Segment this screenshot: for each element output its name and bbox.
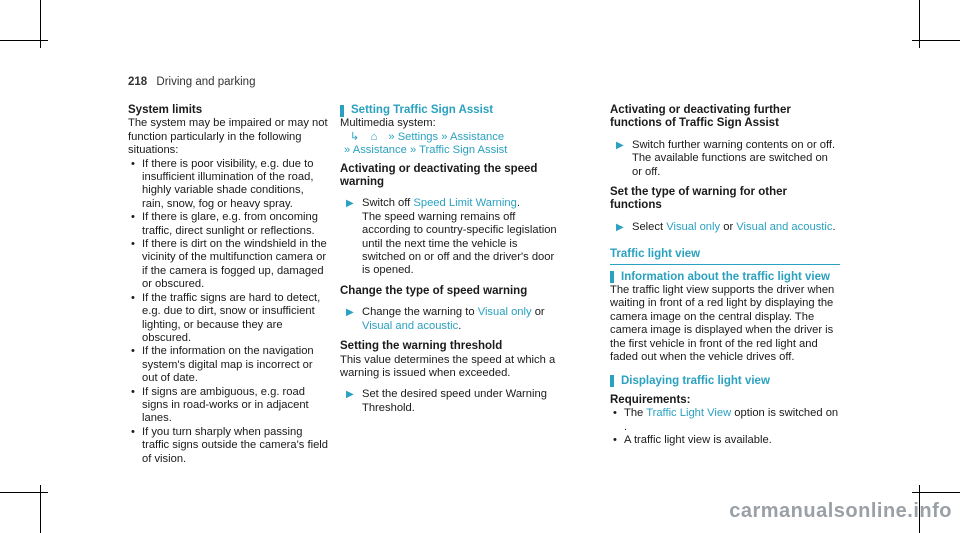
section-setting-tsa	[340, 104, 558, 117]
section-title-text: Displaying traffic light view	[621, 374, 770, 387]
step-arrow-icon: ▶	[346, 198, 354, 210]
section-bar	[610, 271, 614, 283]
step-text: .	[516, 197, 520, 210]
step-change-warning	[340, 306, 558, 333]
column-setting-tsa	[340, 104, 558, 415]
section-title-text: Setting Traffic Sign Assist	[351, 104, 494, 116]
chevron-icon: »	[344, 144, 351, 157]
heading-warning-threshold: Setting the warning threshold	[340, 340, 503, 353]
step-arrow-icon: ▶	[616, 221, 624, 233]
step-text: Change the warning to	[362, 306, 478, 319]
step-switch-off	[340, 197, 558, 277]
menu-settings[interactable]: Settings	[397, 130, 439, 143]
heading-traffic-light-view: Traffic light view	[610, 248, 840, 264]
menu-path-2	[340, 144, 558, 157]
column-further-functions	[610, 104, 840, 448]
option-visual-only[interactable]: Visual only	[477, 306, 532, 319]
section-bar	[340, 105, 344, 117]
menu-traffic-sign-assist[interactable]: Traffic Sign Assist	[419, 144, 508, 157]
req-text: option is switched on .	[624, 407, 839, 433]
list-item: • A traffic light view is available.	[610, 434, 840, 447]
menu-assistance[interactable]: Assistance	[449, 130, 505, 143]
step-text: Set the desired speed under Warning Threshold.	[362, 388, 547, 414]
limits-list	[128, 158, 328, 466]
list-item	[610, 407, 840, 434]
section-title: Driving and parking	[156, 76, 256, 88]
step-select-type	[610, 221, 840, 234]
list-item: • If the information on the navigation system's digital map is incorrect or out of date.	[128, 345, 328, 385]
step-text: Select	[632, 220, 667, 233]
step-arrow-icon: ▶	[346, 307, 354, 319]
menu-assistance-2[interactable]: Assistance	[352, 144, 407, 157]
heading-type-other: Set the type of warning for other functions	[610, 186, 787, 212]
section-displaying	[610, 375, 840, 388]
column-system-limits	[128, 104, 328, 466]
page-header	[128, 76, 255, 88]
crop-mark	[912, 40, 960, 41]
step-text: or	[720, 220, 737, 233]
list-item: • If you turn sharply when passing traffic signs outside the camera's field of vision.	[128, 426, 328, 466]
option-visual-only[interactable]: Visual only	[666, 220, 721, 233]
option-visual-acoustic[interactable]: Visual and acoustic	[362, 319, 459, 332]
crop-mark	[0, 40, 48, 41]
step-switch-further	[610, 139, 840, 179]
step-arrow-icon: ▶	[346, 389, 354, 401]
option-speed-limit-warning[interactable]: Speed Limit Warning	[413, 197, 517, 210]
watermark: carmanualsonline.info	[729, 500, 952, 522]
step-detail: The speed warning remains off according to country-specific legislation until the next time the vehicle is switched on or off and the driver's door is opened.	[362, 210, 557, 277]
info-text: The traffic light view supports the driver when waiting in front of a red light by displaying the camera image on the central display. The camera image is displayed when the driver is the first vehicle in front of the red light and faded out when the vehicle drives off.	[610, 284, 835, 364]
option-visual-acoustic[interactable]: Visual and acoustic	[736, 220, 833, 233]
intro-text: The system may be impaired or may not function particularly in the following situations:	[128, 117, 328, 157]
chevron-icon: »	[409, 144, 417, 157]
list-item: • If there is poor visibility, e.g. due to insufficient illumination of the road, highly variable shade conditions, rain, snow, fog or heavy spray.	[128, 158, 328, 212]
menu-path	[340, 131, 558, 144]
heading-change-type: Change the type of speed warning	[340, 284, 528, 297]
crop-mark	[912, 492, 960, 493]
step-arrow-icon: ▶	[616, 139, 624, 151]
requirements-label: Requirements:	[610, 393, 691, 406]
list-item: • If the traffic signs are hard to detect, e.g. due to dirt, snow or insufficient lighting, or because they are obscured.	[128, 292, 328, 346]
return-arrow-icon: ↳	[350, 130, 360, 143]
heading-further-functions: Activating or deactivating further functions of Traffic Sign Assist	[610, 104, 791, 130]
list-item: • If signs are ambiguous, e.g. road signs in road-works or in adjacent lanes.	[128, 386, 328, 426]
step-text: Switch off	[362, 197, 414, 210]
step-text: Switch further warning contents on or off.	[632, 138, 836, 151]
step-set-speed	[340, 388, 558, 415]
option-traffic-light-view[interactable]: Traffic Light View	[646, 407, 732, 420]
crop-mark	[0, 492, 48, 493]
req-text: The	[624, 407, 647, 420]
home-icon: ⌂	[370, 130, 378, 143]
requirements-list	[610, 407, 840, 447]
step-detail: The available functions are switched on or off.	[632, 152, 828, 178]
list-item: • If there is dirt on the windshield in the vicinity of the multifunction camera or if the camera is fogged up, damaged or obscured.	[128, 238, 328, 292]
list-item: • If there is glare, e.g. from oncoming traffic, direct sunlight or reflections.	[128, 211, 328, 238]
heading-system-limits: System limits	[128, 104, 203, 116]
step-text: or	[531, 306, 545, 319]
heading-activate-speed-warning: Activating or deactivating the speed warning	[340, 162, 538, 189]
threshold-text: This value determines the speed at which a warning is issued when exceeded.	[340, 353, 556, 379]
section-information	[610, 271, 840, 284]
section-bar	[610, 375, 614, 387]
section-title-text: Information about the traffic light view	[621, 270, 830, 283]
page-number: 218	[128, 76, 148, 88]
multimedia-label: Multimedia system:	[340, 117, 436, 130]
chevron-icon: »	[441, 130, 448, 143]
step-text: .	[458, 319, 462, 332]
chevron-icon: »	[388, 130, 395, 143]
step-text: .	[832, 220, 836, 233]
